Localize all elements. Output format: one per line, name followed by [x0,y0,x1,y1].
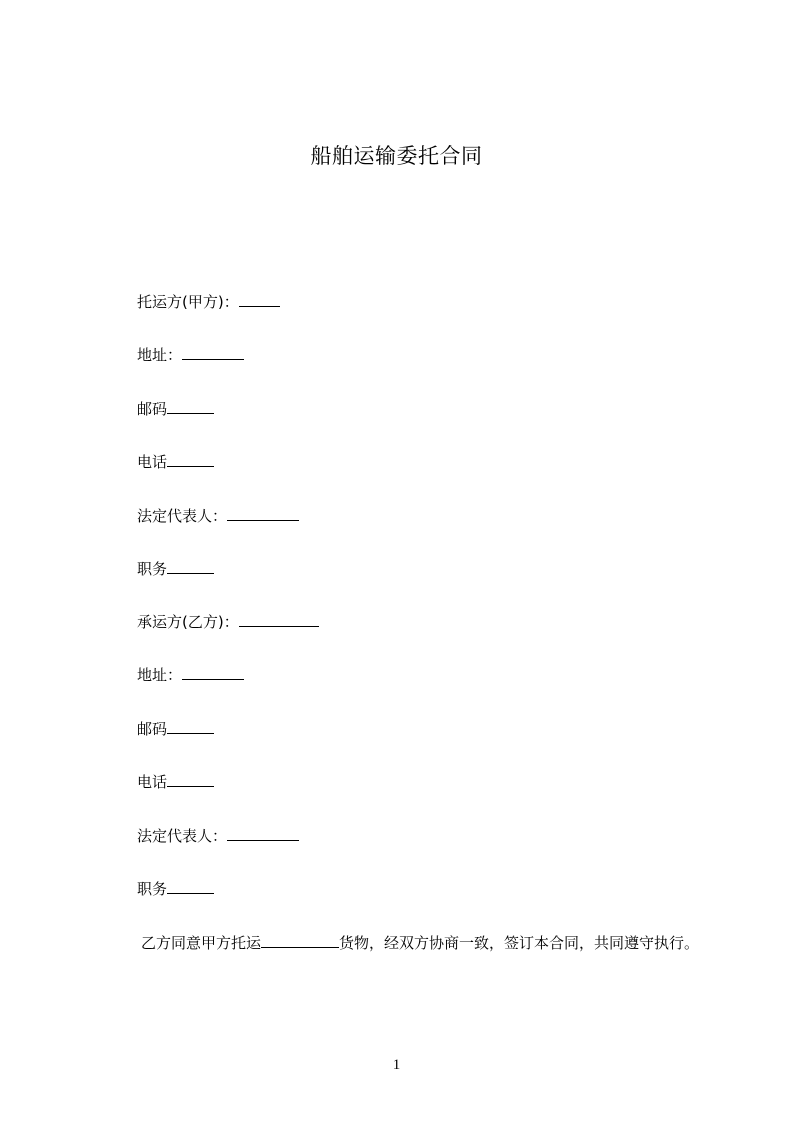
shipper-position-blank [167,559,214,574]
carrier-phone-label: 电话 [137,773,168,791]
page-number: 1 [392,1057,401,1073]
carrier-phone-blank [167,772,214,787]
carrier-party-blank [239,612,319,627]
agreement-text-before: 乙方同意甲方托运 [141,934,262,952]
shipper-phone-field [137,452,214,472]
carrier-postcode-field [137,719,214,739]
shipper-address-label: 地址： [137,346,183,364]
carrier-address-label: 地址： [137,666,183,684]
shipper-legal-rep-blank [227,506,299,521]
shipper-postcode-blank [167,399,214,414]
carrier-phone-field [137,772,214,792]
shipper-legal-rep-field [137,506,299,526]
shipper-party-blank [239,292,280,307]
carrier-postcode-label: 邮码 [137,720,168,738]
carrier-legal-rep-field [137,826,299,846]
carrier-party-field [137,612,319,632]
carrier-position-label: 职务 [137,880,168,898]
shipper-postcode-label: 邮码 [137,400,168,418]
carrier-position-blank [167,879,214,894]
shipper-address-blank [182,345,244,360]
carrier-address-field [137,665,244,685]
carrier-address-blank [182,665,244,680]
carrier-party-label: 承运方(乙方)： [137,613,239,631]
shipper-phone-blank [167,452,214,467]
shipper-postcode-field [137,399,214,419]
shipper-position-field [137,559,214,579]
shipper-legal-rep-label: 法定代表人： [137,507,228,525]
document-title: 船舶运输委托合同 [310,144,483,168]
carrier-position-field [137,879,214,899]
carrier-legal-rep-blank [227,826,299,841]
agreement-text-after: 货物，经双方协商一致，签订本合同，共同遵守执行。 [339,934,700,952]
shipper-party-label: 托运方(甲方)： [137,293,239,311]
goods-blank [261,933,339,948]
shipper-address-field [137,345,244,365]
agreement-paragraph [104,930,704,957]
carrier-postcode-blank [167,719,214,734]
shipper-party-field [137,292,280,312]
shipper-phone-label: 电话 [137,453,168,471]
shipper-position-label: 职务 [137,560,168,578]
carrier-legal-rep-label: 法定代表人： [137,827,228,845]
